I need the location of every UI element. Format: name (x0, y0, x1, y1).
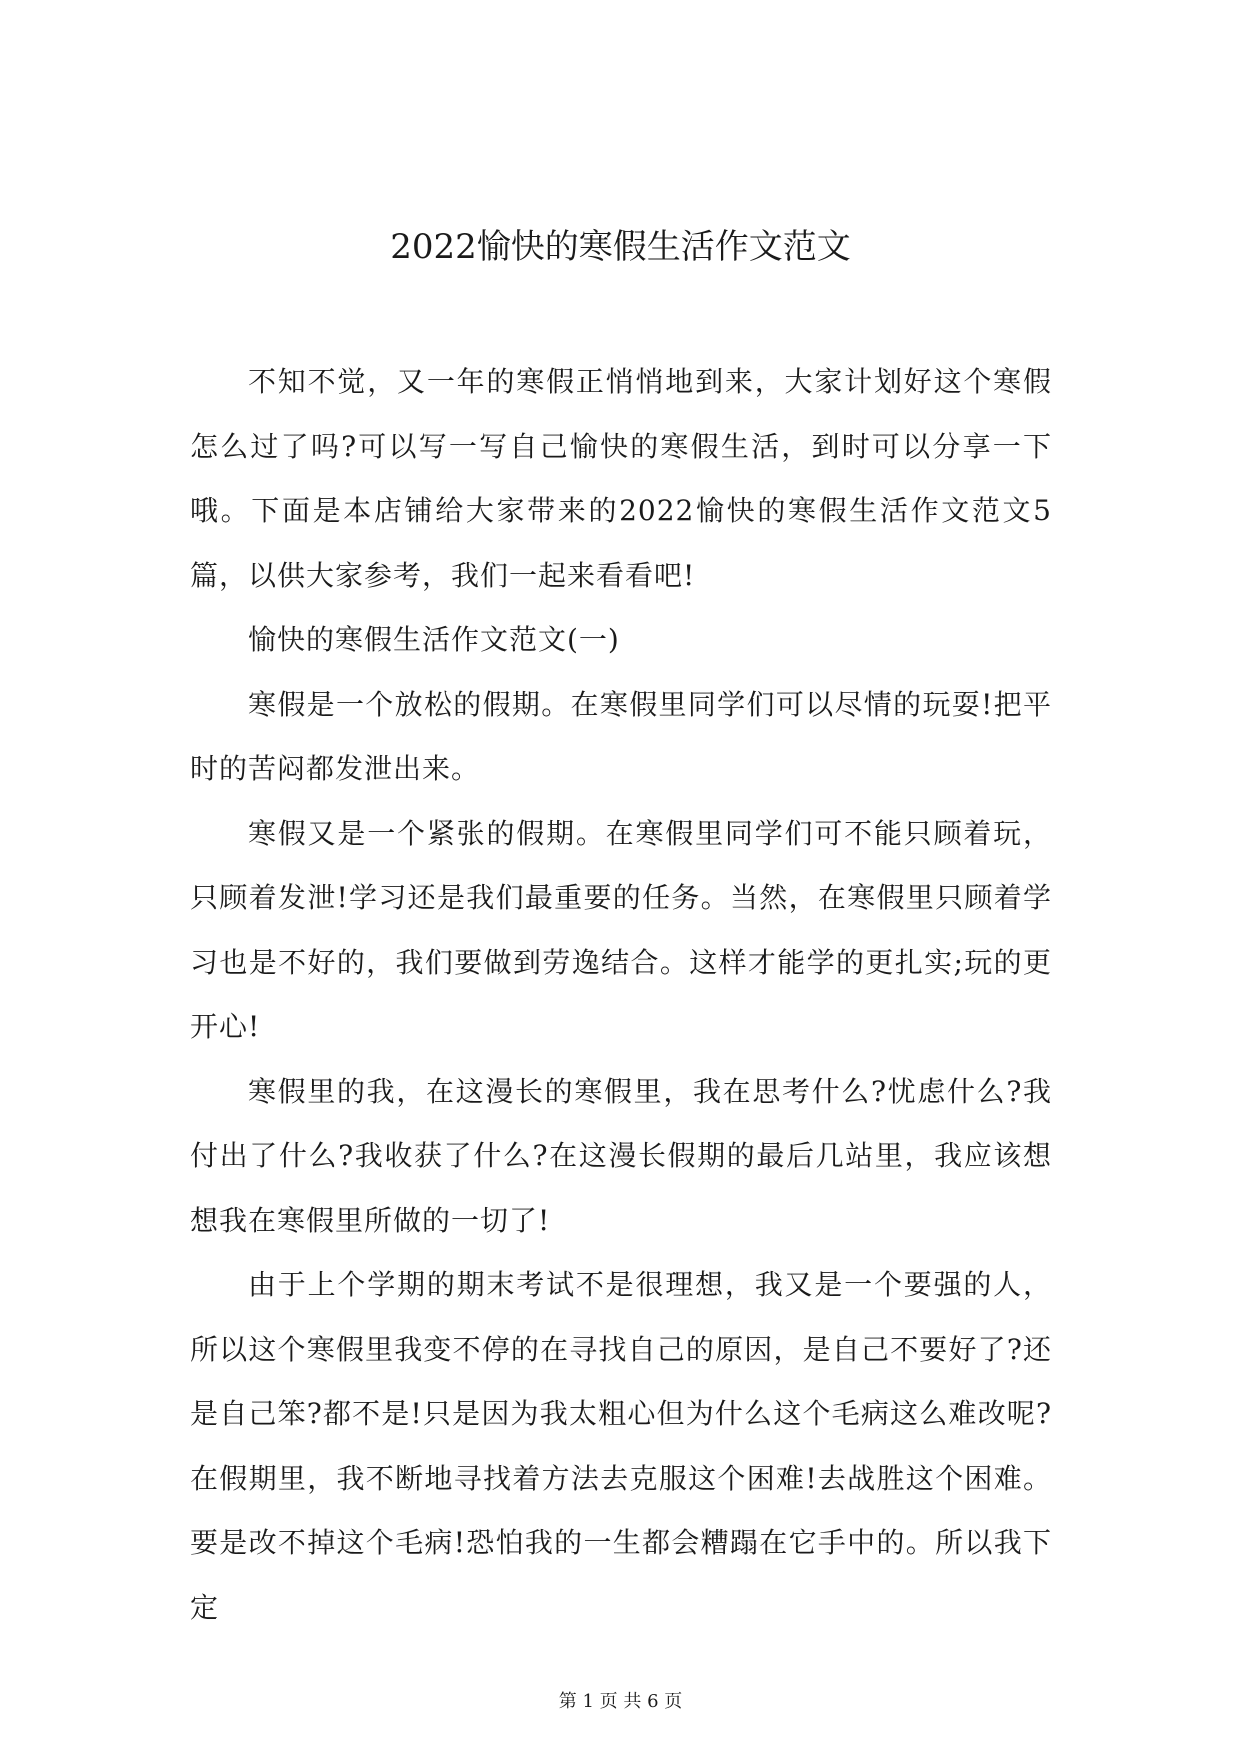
paragraph: 由于上个学期的期末考试不是很理想，我又是一个要强的人，所以这个寒假里我变不停的在寻找自己的原因，是自己不要好了?还是自己笨?都不是!只是因为我太粗心但为什么这个毛病这么难改呢?在假期里，我不断地寻找着方法去克服这个困难!去战胜这个困难。要是改不掉这个毛病!恐怕我的一生都会糟蹋在它手中的。所以我下定 (190, 1268, 1052, 1624)
paragraph: 寒假又是一个紧张的假期。在寒假里同学们可不能只顾着玩，只顾着发泄!学习还是我们最重要的任务。当然，在寒假里只顾着学习也是不好的，我们要做到劳逸结合。这样才能学的更扎实;玩的更开心! (190, 816, 1052, 1043)
section-heading: 愉快的寒假生活作文范文(一) (248, 623, 620, 656)
document-body (190, 350, 1052, 1640)
page-footer: 第 1 页 共 6 页 (558, 1691, 683, 1712)
paragraph: 寒假是一个放松的假期。在寒假里同学们可以尽情的玩耍!把平时的苦闷都发泄出来。 (190, 687, 1052, 785)
paragraph-intro: 不知不觉，又一年的寒假正悄悄地到来，大家计划好这个寒假怎么过了吗?可以写一写自己愉快的寒假生活，到时可以分享一下哦。下面是本店铺给大家带来的2022愉快的寒假生活作文范文5篇，以供大家参考，我们一起来看看吧! (190, 365, 1052, 592)
document-title: 2022愉快的寒假生活作文范文 (390, 227, 851, 267)
paragraph: 寒假里的我，在这漫长的寒假里，我在思考什么?忧虑什么?我付出了什么?我收获了什么?在这漫长假期的最后几站里，我应该想想我在寒假里所做的一切了! (190, 1074, 1052, 1237)
